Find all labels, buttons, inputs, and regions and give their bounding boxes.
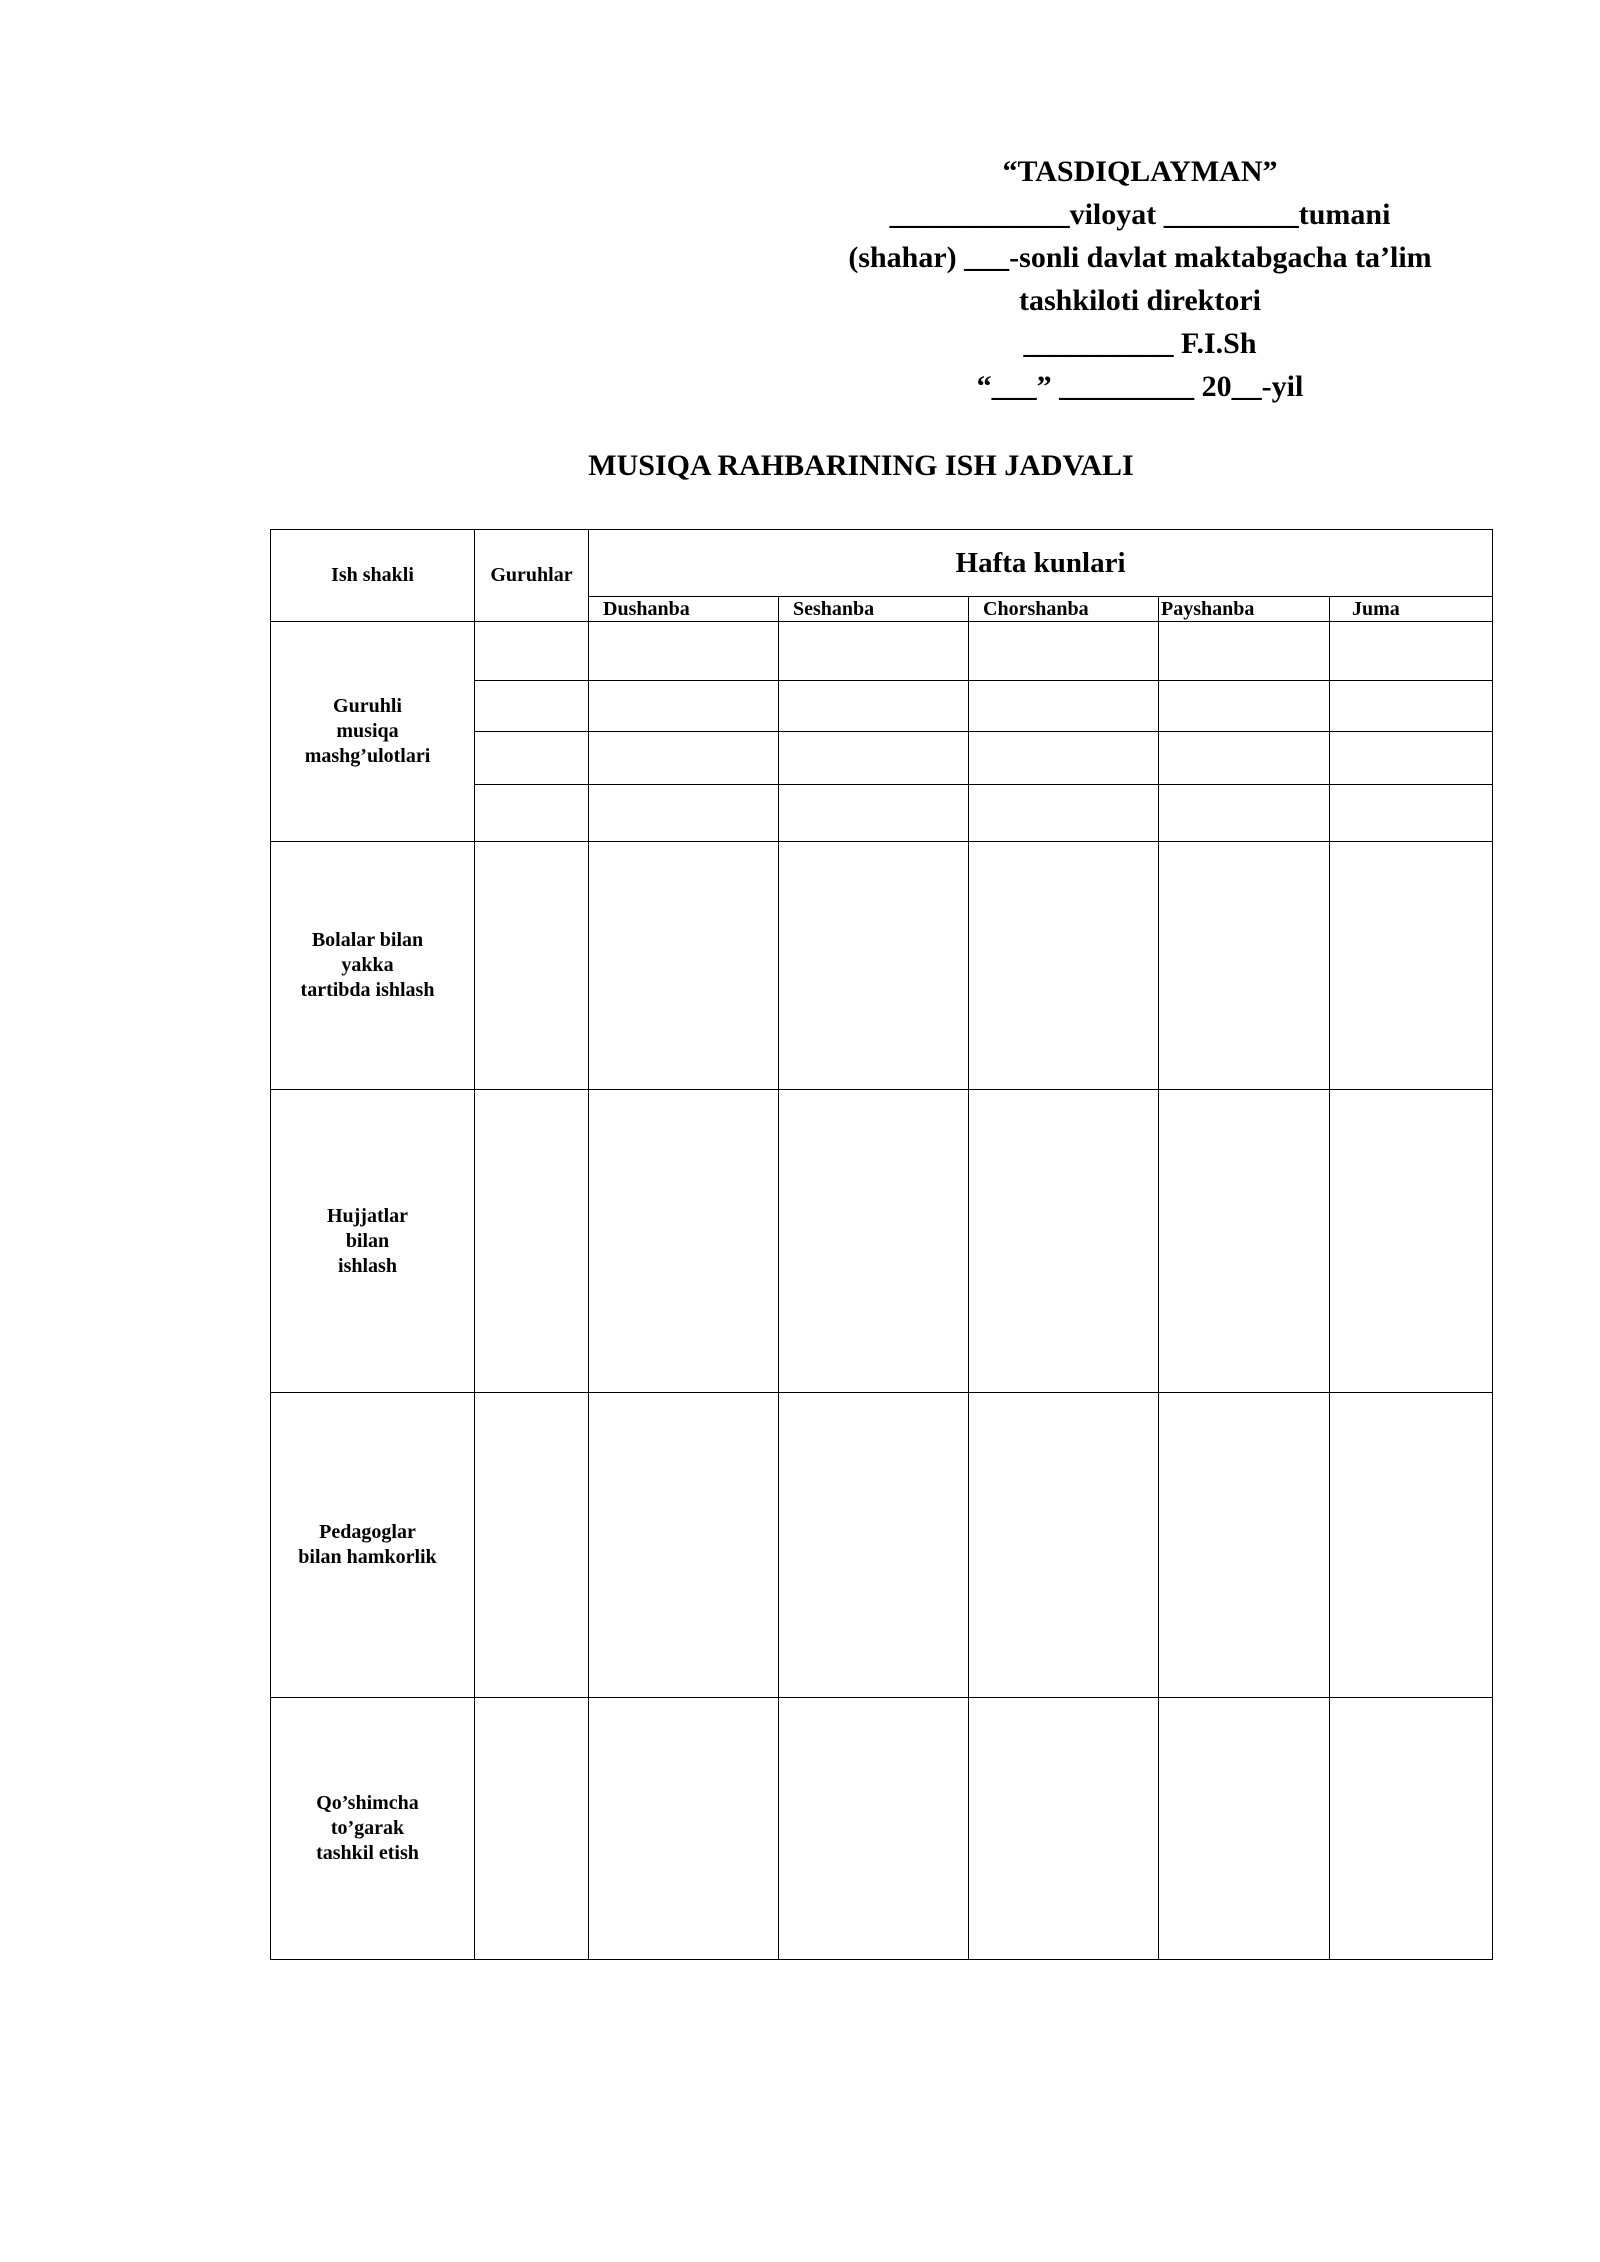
header-work-form: Ish shakli <box>271 530 475 622</box>
table-cell[interactable] <box>1330 1393 1493 1698</box>
table-cell[interactable] <box>969 1393 1159 1698</box>
row-label-line: ishlash <box>338 1254 397 1277</box>
table-row <box>271 622 1493 681</box>
table-cell[interactable] <box>969 732 1159 785</box>
table-cell[interactable] <box>779 622 969 681</box>
table-cell[interactable] <box>589 622 779 681</box>
row-label-line: Hujjatlar <box>326 1204 409 1227</box>
row-label-group-music <box>271 622 475 842</box>
row-label-line: yakka <box>341 954 394 976</box>
row-label-individual-work <box>271 842 475 1090</box>
table-cell[interactable] <box>1330 732 1493 785</box>
header-day-friday: Juma <box>1330 597 1493 622</box>
table-cell[interactable] <box>1159 1393 1330 1698</box>
table-cell[interactable] <box>1330 1698 1493 1960</box>
table-cell[interactable] <box>1159 1698 1330 1960</box>
table-cell[interactable] <box>779 1090 969 1393</box>
table-cell[interactable] <box>1330 842 1493 1090</box>
header-day-monday: Dushanba <box>589 597 779 622</box>
table-row <box>271 1090 1493 1393</box>
table-cell[interactable] <box>779 842 969 1090</box>
schedule-table <box>270 529 1493 1960</box>
table-cell[interactable] <box>475 681 589 732</box>
row-label-teacher-cooperation <box>271 1393 475 1698</box>
table-cell[interactable] <box>475 622 589 681</box>
table-cell[interactable] <box>1159 1090 1330 1393</box>
row-label-line: Qo’shimcha <box>316 1792 419 1814</box>
table-cell[interactable] <box>475 785 589 842</box>
table-cell[interactable] <box>589 1090 779 1393</box>
table-cell[interactable] <box>1330 622 1493 681</box>
table-cell[interactable] <box>1159 732 1330 785</box>
table-cell[interactable] <box>589 785 779 842</box>
table-cell[interactable] <box>1159 622 1330 681</box>
row-label-line: musiqa <box>336 720 399 742</box>
row-label-line: Pedagoglar <box>319 1521 416 1543</box>
header-weekdays: Hafta kunlari <box>589 530 1493 597</box>
row-label-line: tashkil etish <box>316 1842 419 1864</box>
document-title: MUSIQA RAHBARINING ISH JADVALI <box>588 449 1134 482</box>
row-label-line: bilan <box>345 1229 390 1252</box>
table-row <box>271 842 1493 1090</box>
row-label-documents <box>271 1090 475 1393</box>
header-day-tuesday: Seshanba <box>779 597 969 622</box>
table-cell[interactable] <box>475 732 589 785</box>
table-cell[interactable] <box>475 1393 589 1698</box>
row-label-line: tartibda ishlash <box>300 979 435 1001</box>
table-row <box>271 1698 1493 1960</box>
table-cell[interactable] <box>779 1393 969 1698</box>
approval-date-line: “___” _________ 20__-yil <box>976 370 1304 403</box>
table-cell[interactable] <box>589 1698 779 1960</box>
row-label-line: mashg’ulotlari <box>304 745 431 767</box>
row-label-extra-clubs <box>271 1698 475 1960</box>
table-cell[interactable] <box>969 622 1159 681</box>
table-cell[interactable] <box>1159 785 1330 842</box>
table-cell[interactable] <box>589 842 779 1090</box>
table-cell[interactable] <box>589 732 779 785</box>
table-cell[interactable] <box>589 681 779 732</box>
table-cell[interactable] <box>779 785 969 842</box>
table-cell[interactable] <box>969 1698 1159 1960</box>
table-cell[interactable] <box>1330 785 1493 842</box>
approval-block <box>790 150 1490 408</box>
table-cell[interactable] <box>1159 681 1330 732</box>
row-label-line: bilan hamkorlik <box>298 1546 437 1568</box>
table-cell[interactable] <box>475 842 589 1090</box>
table-cell[interactable] <box>1330 681 1493 732</box>
header-day-wednesday: Chorshanba <box>969 597 1159 622</box>
table-cell[interactable] <box>969 842 1159 1090</box>
table-cell[interactable] <box>475 1090 589 1393</box>
approval-region-line: ____________viloyat _________tumani <box>889 198 1391 231</box>
table-row <box>271 1393 1493 1698</box>
table-cell[interactable] <box>779 1698 969 1960</box>
table-cell[interactable] <box>779 681 969 732</box>
table-cell[interactable] <box>1159 842 1330 1090</box>
approval-heading: “TASDIQLAYMAN” <box>1002 155 1278 188</box>
table-cell[interactable] <box>969 681 1159 732</box>
table-cell[interactable] <box>969 785 1159 842</box>
approval-director-line: tashkiloti direktori <box>1019 284 1261 317</box>
table-cell[interactable] <box>589 1393 779 1698</box>
row-label-line: to’garak <box>330 1817 405 1839</box>
header-day-thursday: Payshanba <box>1159 597 1330 622</box>
table-cell[interactable] <box>969 1090 1159 1393</box>
header-groups: Guruhlar <box>475 530 589 622</box>
table-cell[interactable] <box>475 1698 589 1960</box>
approval-signature-line: __________ F.I.Sh <box>1023 327 1257 360</box>
row-label-line: Guruhli <box>333 695 402 717</box>
table-cell[interactable] <box>779 732 969 785</box>
row-label-line: Bolalar bilan <box>311 929 424 951</box>
table-cell[interactable] <box>1330 1090 1493 1393</box>
approval-institution-line: (shahar) ___-sonli davlat maktabgacha ta’lim <box>848 241 1432 274</box>
